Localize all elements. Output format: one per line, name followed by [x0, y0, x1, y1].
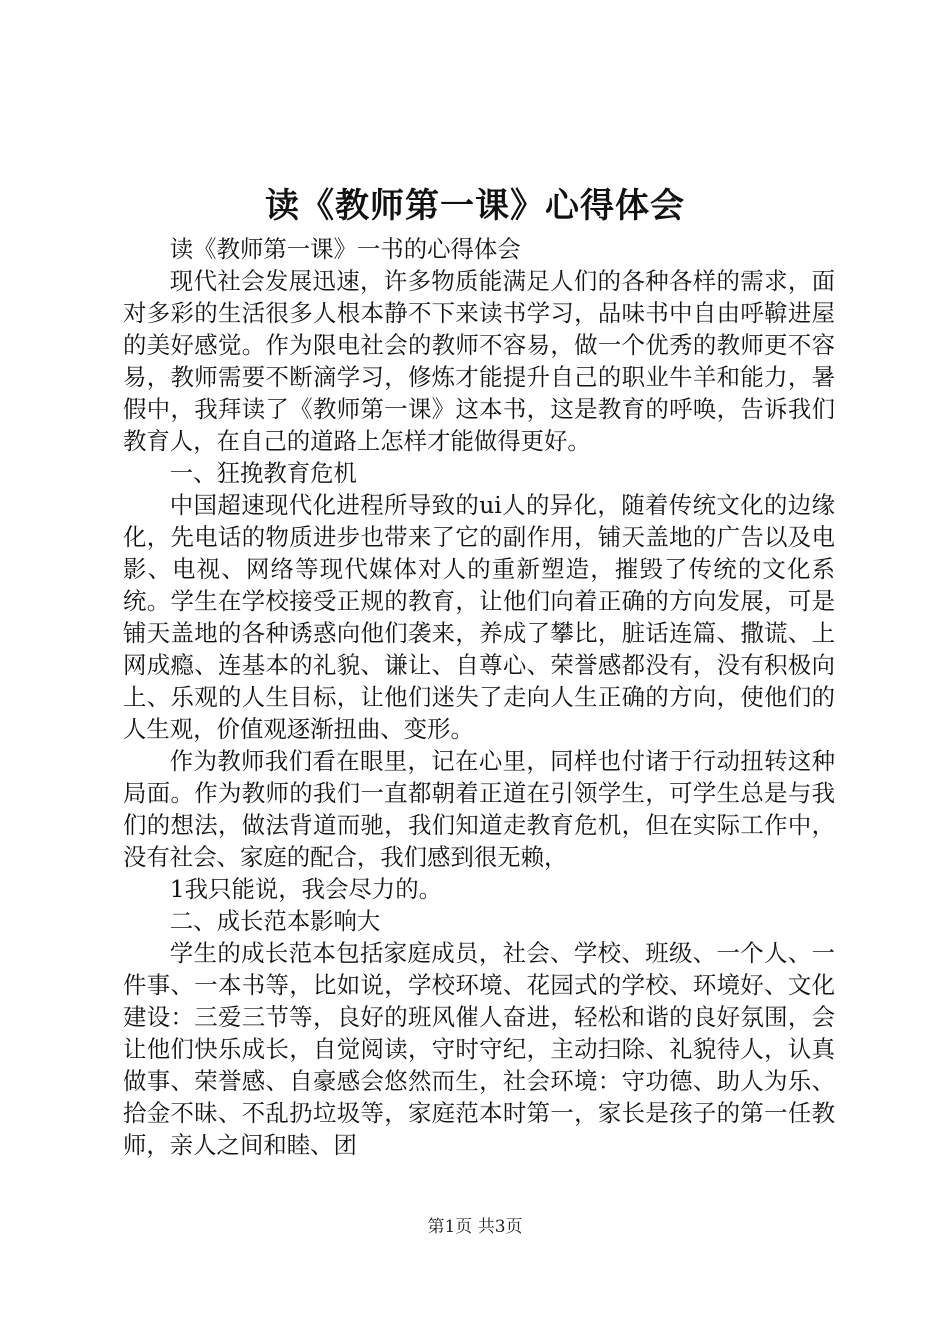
paragraph-short-note: 1我只能说，我会尽力的。	[169, 875, 442, 903]
paragraph-intro: 现代社会发展迅速，许多物质能满足人们的各种各样的需求，面对多彩的生活很多人根本静不下来读书学习，品味书中自由呼鞥进屋的美好感觉。作为限电社会的教师不容易，做一个优秀的教师更不容易，教师需要不断滴学习，修炼才能提升自己的职业牛羊和能力，暑假中，我拜读了《教师第一课》这本书，这是教育的呼唤，告诉我们教育人，在自己的道路上怎样才能做得更好。	[123, 267, 835, 455]
document-body	[123, 233, 835, 1161]
section-heading-2: 二、成长范本影响大	[169, 907, 381, 935]
document-title: 读《教师第一课》心得体会	[265, 186, 685, 226]
paragraph-teacher-action: 作为教师我们看在眼里，记在心里，同样也付诸于行动扭转这种局面。作为教师的我们一直都朝着正道在引领学生，可学生总是与我们的想法，做法背道而驰，我们知道走教育危机，但在实际工作中，没有社会、家庭的配合，我们感到很无赖，	[123, 747, 835, 871]
paragraph-section-1: 中国超速现代化进程所导致的ui人的异化，随着传统文化的边缘化，先电话的物质进步也带来了它的副作用，铺天盖地的广告以及电影、电视、网络等现代媒体对人的重新塑造，摧毁了传统的文化系统。学生在学校接受正规的教育，让他们向着正确的方向发展，可是铺天盖地的各种诱惑向他们袭来，养成了攀比，脏话连篇、撒谎、上网成瘾、连基本的礼貌、谦让、自尊心、荣誉感都没有，没有积极向上、乐观的人生目标，让他们迷失了走向人生正确的方向，使他们的人生观，价值观逐渐扭曲、变形。	[123, 491, 835, 743]
section-heading-1: 一、狂挽教育危机	[169, 459, 357, 487]
paragraph-section-2: 学生的成长范本包括家庭成员，社会、学校、班级、一个人、一件事、一本书等，比如说，学校环境、花园式的学校、环境好、文化建设：三爱三节等，良好的班风催人奋进，轻松和谐的良好氛围，会让他们快乐成长，自觉阅读，守时守纪，主动扫除、礼貌待人，认真做事、荣誉感、自豪感会悠然而生，社会环境：守功德、助人为乐、拾金不昧、不乱扔垃圾等，家庭范本时第一，家长是孩子的第一任教师，亲人之间和睦、团	[123, 939, 835, 1159]
page-number-footer: 第1页 共3页	[427, 1217, 523, 1237]
document-subtitle: 读《教师第一课》一书的心得体会	[169, 235, 521, 263]
